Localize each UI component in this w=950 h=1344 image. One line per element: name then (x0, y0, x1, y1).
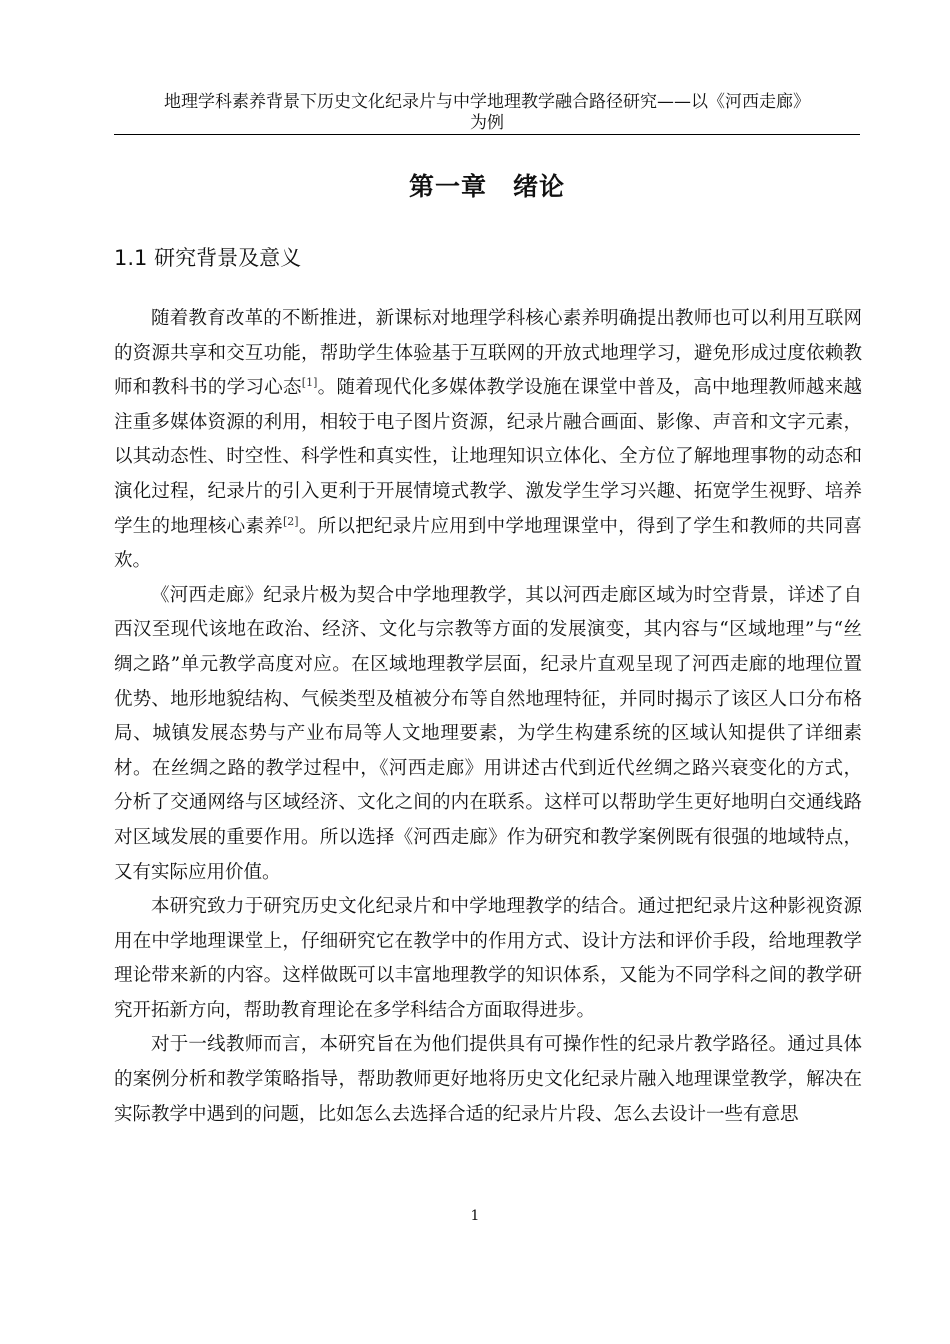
chapter-number: 第一章 (408, 172, 487, 201)
chapter-title (114, 172, 860, 202)
running-header (114, 92, 860, 134)
paragraph-3: 本研究致力于研究历史文化纪录片和中学地理教学的结合。通过把纪录片这种影视资源用在中学地理课堂上，仔细研究它在教学中的作用方式、设计方法和评价手段，给地理教学理论带来新的内容。这样做既可以丰富地理教学的知识体系，又能为不同学科之间的教学研究开拓新方向，帮助教育理论在多学科结合方面取得进步。 (114, 896, 862, 1021)
running-header-line-1: 地理学科素养背景下历史文化纪录片与中学地理教学融合路径研究——以《河西走廊》 (164, 92, 810, 112)
running-header-line-2: 为例 (470, 113, 504, 133)
paragraph-2: 《河西走廊》纪录片极为契合中学地理教学，其以河西走廊区域为时空背景，详述了自西汉至现代该地在政治、经济、文化与宗教等方面的发展演变，其内容与“区域地理”与“丝绸之路”单元教学高度对应。在区域地理教学层面，纪录片直观呈现了河西走廊的地理位置优势、地形地貌结构、气候类型及植被分布等自然地理特征，并同时揭示了该区人口分布格局、城镇发展态势与产业布局等人文地理要素，为学生构建系统的区域认知提供了详细素材。在丝绸之路的教学过程中，《河西走廊》用讲述古代到近代丝绸之路兴衰变化的方式，分析了交通网络与区域经济、文化之间的内在联系。这样可以帮助学生更好地明白交通线路对区域发展的重要作用。所以选择《河西走廊》作为研究和教学案例既有很强的地域特点，又有实际应用价值。 (114, 584, 862, 883)
citation-1: [1] (301, 376, 318, 390)
citation-2: [2] (283, 514, 299, 528)
body-text (114, 302, 862, 1132)
chapter-name: 绪论 (513, 172, 566, 201)
paragraph-1-part-b: 。随着现代化多媒体教学设施在课堂中普及，高中地理教师越来越注重多媒体资源的利用，相较于电子图片资源，纪录片融合画面、影像、声音和文字元素，以其动态性、时空性、科学性和真实性，让地理知识立体化、全方位了解地理事物的动态和演化过程，纪录片的引入更利于开展情境式教学、激发学生学习兴趣、拓宽学生视野、培养学生的地理核心素养 (114, 377, 862, 537)
paragraph-1 (114, 302, 862, 579)
page-number: 1 (470, 1208, 480, 1224)
paragraph-4: 对于一线教师而言，本研究旨在为他们提供具有可操作性的纪录片教学路径。通过具体的案例分析和教学策略指导，帮助教师更好地将历史文化纪录片融入地理课堂教学，解决在实际教学中遇到的问题，比如怎么去选择合适的纪录片片段、怎么去设计一些有意思 (114, 1034, 862, 1125)
section-title: 1.1 研究背景及意义 (114, 246, 302, 270)
paragraph-1-part-c: 。所以把纪录片应用到中学地理课堂中，得到了学生和教师的共同喜欢。 (114, 515, 862, 572)
paragraph-1-part-a: 随着教育改革的不断推进，新课标对地理学科核心素养明确提出教师也可以利用互联网的资源共享和交互功能，帮助学生体验基于互联网的开放式地理学习，避免形成过度依赖教师和教科书的学习心态 (114, 308, 862, 399)
header-divider (114, 134, 860, 135)
